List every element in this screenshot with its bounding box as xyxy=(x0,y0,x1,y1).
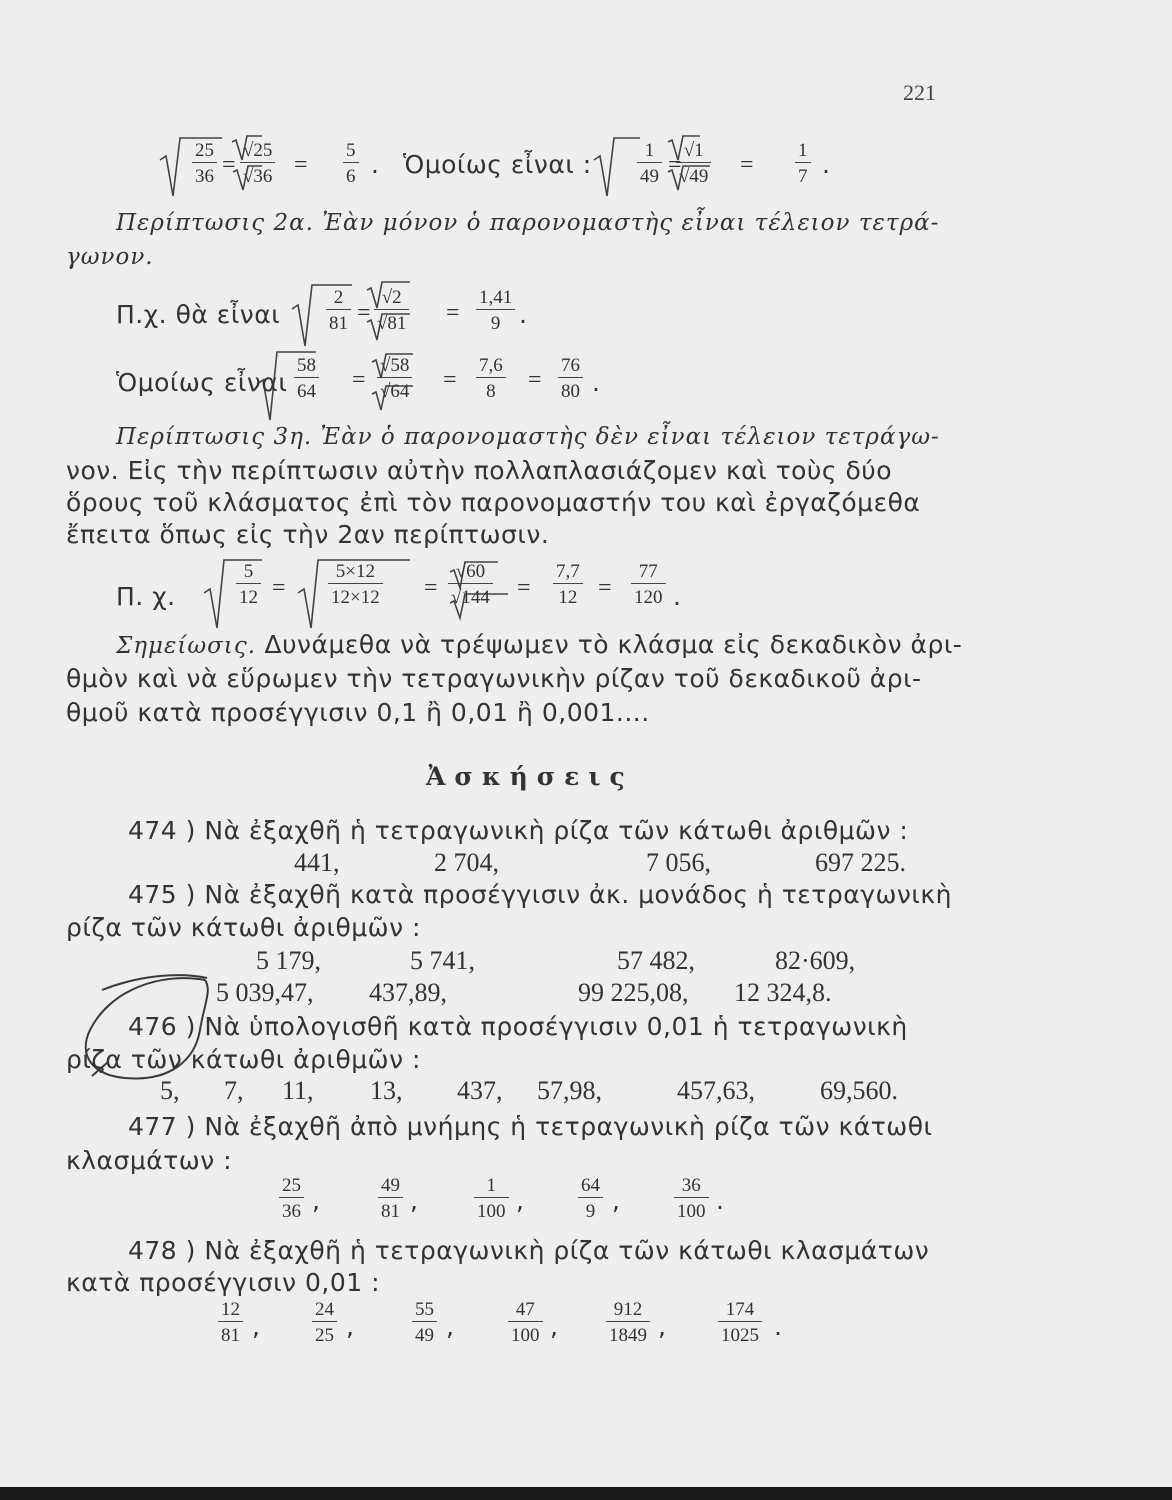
exercise-476-value: 5, xyxy=(160,1076,180,1105)
exercise-476-value: 57,98, xyxy=(537,1076,602,1105)
fraction: $\frac{64}{9}$ xyxy=(578,1176,603,1221)
fraction: $\frac{√60}{√144}$ xyxy=(448,562,493,607)
exercise-475-line1: 475 ) Νὰ ἐξαχθῆ κατὰ προσέγγισιν ἀκ. μονάδος ἡ τετραγωνικὴ xyxy=(128,880,952,909)
exercise-476-value: 69,560. xyxy=(820,1076,898,1105)
case3-text-line1: Περίπτωσις 3η. Ἐὰν ὁ παρονομαστὴς δὲν εἶναι τέλειον τετράγω- xyxy=(116,424,940,450)
period: . xyxy=(592,368,601,397)
case2-text-line1: Περίπτωσις 2α. Ἐὰν μόνον ὁ παρονομαστὴς εἶναι τέλειον τετρά- xyxy=(116,210,940,236)
case3-text-line3: ὅρους τοῦ κλάσματος ἐπὶ τὸν παρονομαστήν του καὶ ἐργαζόμεθα xyxy=(66,488,921,517)
equals-sign: = xyxy=(517,575,531,601)
fraction: $\frac{25}{36}$ xyxy=(192,141,217,186)
equals-sign: = xyxy=(272,575,286,601)
fraction: $\frac{1}{7}$ xyxy=(795,141,811,186)
comma: , xyxy=(410,1186,419,1215)
fraction: $\frac{76}{80}$ xyxy=(558,356,583,401)
period: . xyxy=(716,1186,725,1215)
comma: , xyxy=(612,1186,621,1215)
fraction: $\frac{55}{49}$ xyxy=(412,1300,437,1345)
equals-sign: = xyxy=(528,367,542,393)
exercise-478-line1: 478 ) Νὰ ἐξαχθῆ ἡ τετραγωνικὴ ρίζα τῶν κάτωθι κλασμάτων xyxy=(128,1236,930,1265)
exercise-475-value: 5 741, xyxy=(410,946,475,975)
similarly-text: Ὁμοίως εἶναι : xyxy=(403,150,592,179)
page-number: 221 xyxy=(903,80,936,105)
fraction: $\frac{174}{1025}$ xyxy=(718,1300,762,1345)
note-line2: θμὸν καὶ νὰ εὕρωμεν τὴν τετραγωνικὴν ρίζαν τοῦ δεκαδικοῦ ἀρι- xyxy=(66,664,922,693)
fraction: $\frac{5\times 12}{12\times 12}$ xyxy=(328,562,383,607)
comma: , xyxy=(446,1312,455,1341)
exercises-heading: Ἀσκήσεις xyxy=(426,762,634,791)
fraction: $\frac{√1}{√49}$ xyxy=(676,141,711,186)
case2-text-line2: γωνον. xyxy=(66,244,154,270)
fraction: $\frac{1}{100}$ xyxy=(474,1176,509,1221)
example-label: Π.χ. θὰ εἶναι xyxy=(116,300,281,329)
exercise-477-line1: 477 ) Νὰ ἐξαχθῆ ἀπὸ μνήμης ἡ τετραγωνικὴ ρίζα τῶν κάτωθι xyxy=(128,1112,933,1141)
exercise-478-line2: κατὰ προσέγγισιν 0,01 : xyxy=(66,1268,381,1297)
comma: , xyxy=(658,1312,667,1341)
fraction: $\frac{5}{6}$ xyxy=(343,141,359,186)
fraction: $\frac{912}{1849}$ xyxy=(606,1300,650,1345)
fraction: $\frac{5}{12}$ xyxy=(236,562,261,607)
period: . xyxy=(673,582,682,611)
equals-sign: = xyxy=(294,152,308,178)
fraction: $\frac{49}{81}$ xyxy=(378,1176,403,1221)
fraction: $\frac{25}{36}$ xyxy=(279,1176,304,1221)
comma: , xyxy=(516,1186,525,1215)
comma: , xyxy=(550,1312,559,1341)
fraction: $\frac{24}{25}$ xyxy=(312,1300,337,1345)
exercise-474-value: 441, xyxy=(294,848,340,877)
fraction: $\frac{58}{64}$ xyxy=(294,356,319,401)
equals-sign: = xyxy=(668,152,682,178)
exercise-475-value: 82·609, xyxy=(775,946,856,975)
fraction: $\frac{77}{120}$ xyxy=(631,562,666,607)
equals-sign: = xyxy=(443,367,457,393)
fraction: $\frac{7,7}{12}$ xyxy=(553,562,583,607)
period: . xyxy=(519,300,528,329)
note-line1 xyxy=(116,630,962,659)
exercise-475-value: 57 482, xyxy=(617,946,695,975)
exercise-475-value: 99 225,08, xyxy=(578,978,689,1007)
exercise-476-line1: 476 ) Νὰ ὑπολογισθῆ κατὰ προσέγγισιν 0,01 ἡ τετραγωνικὴ xyxy=(128,1012,908,1041)
fraction: $\frac{√25}{√36}$ xyxy=(240,141,275,186)
fraction: $\frac{1}{49}$ xyxy=(637,141,662,186)
equals-sign: = xyxy=(222,152,236,178)
equals-sign: = xyxy=(352,367,366,393)
fraction: $\frac{√58}{√64}$ xyxy=(377,356,412,401)
case3-text-line2: νον. Εἰς τὴν περίπτωσιν αὐτὴν πολλαπλασιάζομεν καὶ τοὺς δύο xyxy=(66,456,893,485)
equals-sign: = xyxy=(446,300,460,326)
exercise-476-value: 11, xyxy=(282,1076,314,1105)
period: . xyxy=(774,1312,783,1341)
fraction: $\frac{47}{100}$ xyxy=(508,1300,543,1345)
radical-sign xyxy=(594,138,640,196)
comma: , xyxy=(252,1312,261,1341)
exercise-474-value: 7 056, xyxy=(646,848,711,877)
fraction: $\frac{√2}{√81}$ xyxy=(374,288,409,333)
exercise-476-line2: ρίζα τῶν κάτωθι ἀριθμῶν : xyxy=(66,1045,421,1074)
exercise-475-value: 5 039,47, xyxy=(216,978,314,1007)
note-label: Σημείωσις. xyxy=(116,633,257,659)
exercise-475-value: 437,89, xyxy=(369,978,447,1007)
equals-sign: = xyxy=(740,152,754,178)
fraction: $\frac{2}{81}$ xyxy=(326,288,351,333)
equals-sign: = xyxy=(357,300,371,326)
exercise-474-value: 2 704, xyxy=(434,848,499,877)
equals-sign: = xyxy=(598,575,612,601)
period: . xyxy=(371,150,380,179)
exercise-474-text: 474 ) Νὰ ἐξαχθῆ ἡ τετραγωνικὴ ρίζα τῶν κάτωθι ἀριθμῶν : xyxy=(128,816,909,845)
exercise-475-value: 5 179, xyxy=(256,946,321,975)
example-label: Ὁμοίως εἶναι xyxy=(116,368,288,397)
exercise-475-line2: ρίζα τῶν κάτωθι ἀριθμῶν : xyxy=(66,913,421,942)
scan-edge xyxy=(0,1487,1172,1500)
exercise-474-value: 697 225. xyxy=(815,848,906,877)
comma: , xyxy=(346,1312,355,1341)
exercise-476-value: 7, xyxy=(224,1076,244,1105)
fraction: $\frac{7,6}{8}$ xyxy=(476,356,506,401)
note-line3: θμοῦ κατὰ προσέγγισιν 0,1 ἢ 0,01 ἢ 0,001.... xyxy=(66,698,650,727)
case3-text-line4: ἔπειτα ὅπως εἰς τὴν 2αν περίπτωσιν. xyxy=(66,520,550,549)
period: . xyxy=(822,150,831,179)
equals-sign: = xyxy=(424,575,438,601)
exercise-477-line2: κλασμάτων : xyxy=(66,1146,233,1175)
exercise-476-value: 13, xyxy=(370,1076,403,1105)
exercise-476-value: 457,63, xyxy=(677,1076,755,1105)
exercise-475-value: 12 324,8. xyxy=(734,978,832,1007)
example-label: Π. χ. xyxy=(116,582,176,611)
fraction: $\frac{1,41}{9}$ xyxy=(476,288,515,333)
fraction: $\frac{36}{100}$ xyxy=(674,1176,709,1221)
comma: , xyxy=(312,1186,321,1215)
note-line1-rest: Δυνάμεθα νὰ τρέψωμεν τὸ κλάσμα εἰς δεκαδικὸν ἀρι- xyxy=(256,630,963,659)
fraction: $\frac{12}{81}$ xyxy=(218,1300,243,1345)
exercise-476-value: 437, xyxy=(457,1076,503,1105)
